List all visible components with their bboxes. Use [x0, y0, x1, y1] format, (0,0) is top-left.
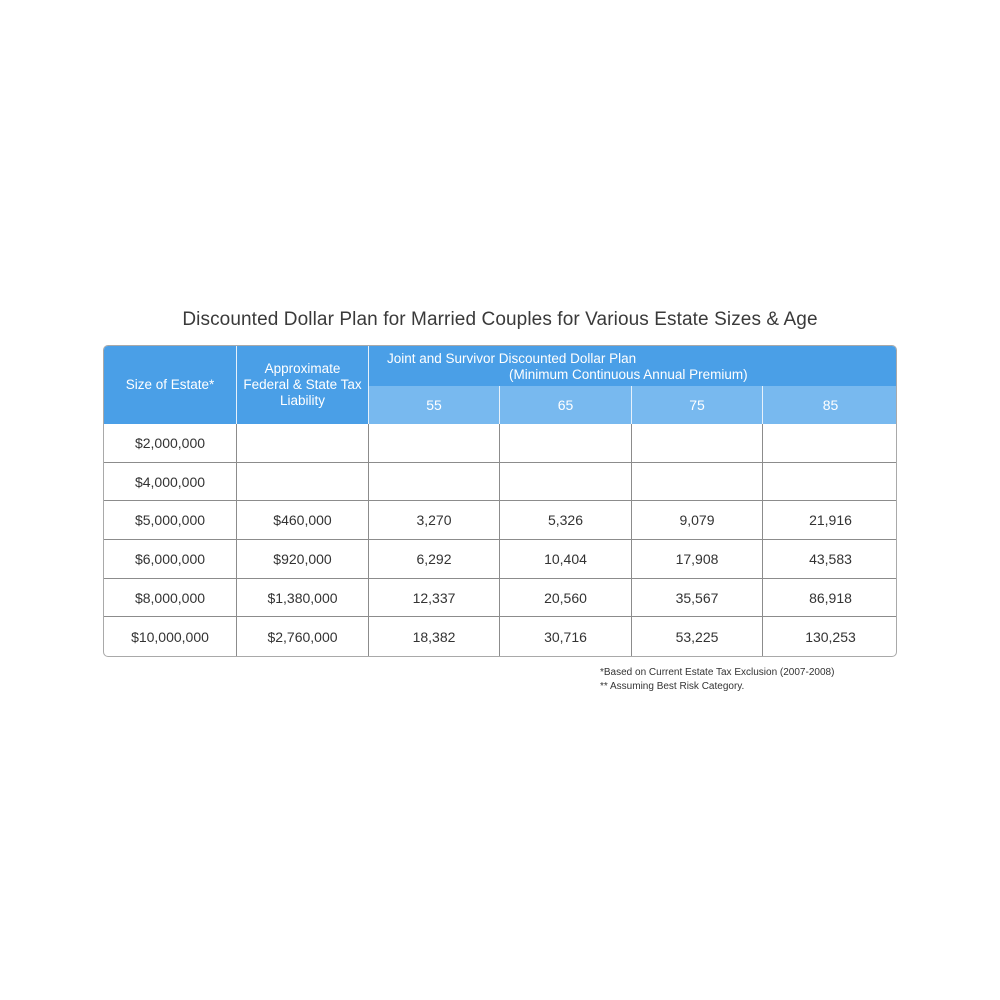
header-divider [762, 386, 763, 424]
cell-text: 53,225 [675, 628, 719, 645]
table-cell-estate [104, 424, 236, 462]
cell-text: 86,918 [809, 589, 852, 606]
table-cell-premium [369, 540, 499, 578]
grid-line [104, 500, 897, 501]
table-cell-premium [369, 617, 499, 656]
cell-text: 9,079 [679, 512, 715, 528]
table-cell-premium [369, 463, 499, 500]
header-size-of-estate-label: Size of Estate* [125, 377, 215, 392]
table-cell-premium [763, 501, 897, 539]
table-cell-premium [369, 501, 499, 539]
header-divider [499, 386, 500, 424]
grid-line [104, 462, 897, 463]
table-cell-premium [500, 540, 631, 578]
cell-text: $2,760,000 [267, 628, 338, 645]
cell-text: $8,000,000 [134, 589, 206, 606]
grid-line [104, 539, 897, 540]
cell-text: 17,908 [675, 551, 719, 567]
table-cell-premium [632, 617, 762, 656]
table-cell-premium [369, 579, 499, 616]
table-cell-premium [500, 579, 631, 616]
table-cell-premium [632, 501, 762, 539]
footnotes [600, 666, 834, 694]
grid-line [368, 424, 369, 657]
header-tax-liability-line: Liability [279, 393, 326, 408]
cell-text: $1,380,000 [267, 589, 338, 606]
cell-text: 3,270 [416, 512, 452, 528]
cell-text: $920,000 [273, 551, 332, 567]
grid-line [762, 424, 763, 657]
table-cell-premium [500, 501, 631, 539]
table-cell-premium [763, 424, 897, 462]
header-joint-plan [368, 346, 897, 386]
table-cell-premium [763, 579, 897, 616]
cell-text: $460,000 [273, 512, 332, 528]
table-cell-estate [104, 579, 236, 616]
header-age-label: 55 [426, 397, 442, 413]
cell-text: $5,000,000 [134, 512, 206, 528]
grid-line [631, 424, 632, 657]
header-joint-plan-title: Joint and Survivor Discounted Dollar Plan [387, 351, 637, 366]
header-tax-liability-line: Federal & State Tax [243, 377, 362, 392]
cell-text: 12,337 [412, 589, 456, 606]
table-cell-premium [763, 463, 897, 500]
cell-text: 6,292 [416, 551, 452, 567]
header-divider [368, 386, 369, 424]
header-tax-liability-line: Approximate [264, 361, 341, 376]
table-cell-premium [763, 617, 897, 656]
footnote: ** Assuming Best Risk Category. [600, 681, 745, 692]
cell-text: 20,560 [544, 589, 587, 606]
header-joint-plan-subtitle: (Minimum Continuous Annual Premium) [509, 367, 748, 382]
table-cell-estate [104, 463, 236, 500]
header-size-of-estate [104, 346, 236, 424]
header-divider [631, 386, 632, 424]
table-cell-premium [369, 424, 499, 462]
table-cell-premium [632, 424, 762, 462]
table-cell-liability [237, 501, 368, 539]
table-cell-liability [237, 463, 368, 500]
grid-line [104, 578, 897, 579]
cell-text: 10,404 [544, 551, 587, 567]
estate-plan-table [103, 345, 897, 657]
footnote: *Based on Current Estate Tax Exclusion (2007-2008) [600, 667, 835, 678]
table-cell-premium [632, 540, 762, 578]
grid-line [236, 424, 237, 657]
cell-text: 5,326 [547, 512, 584, 528]
header-age-65 [500, 386, 631, 424]
cell-text: 35,567 [675, 589, 719, 606]
cell-text: $2,000,000 [134, 435, 206, 451]
cell-text: $10,000,000 [131, 628, 209, 645]
cell-text: 43,583 [809, 551, 852, 567]
header-age-label: 85 [822, 397, 839, 413]
header-age-55 [369, 386, 499, 424]
grid-line [104, 616, 897, 617]
header-tax-liability [237, 346, 368, 424]
page-title: Discounted Dollar Plan for Married Couples for Various Estate Sizes & Age [182, 309, 818, 330]
cell-text: 18,382 [412, 628, 456, 645]
header-divider [368, 346, 369, 386]
cell-text: 130,253 [805, 628, 856, 645]
table-cell-liability [237, 540, 368, 578]
cell-text: 21,916 [809, 512, 852, 528]
table-cell-premium [500, 424, 631, 462]
grid-line [499, 424, 500, 657]
table-cell-estate [104, 501, 236, 539]
table-cell-liability [237, 424, 368, 462]
table-cell-premium [500, 463, 631, 500]
table-cell-liability [237, 617, 368, 656]
header-age-75 [632, 386, 762, 424]
cell-text: 30,716 [544, 628, 587, 645]
cell-text: $6,000,000 [134, 551, 206, 567]
table-cell-liability [237, 579, 368, 616]
header-age-label: 75 [689, 397, 705, 413]
table-cell-premium [763, 540, 897, 578]
cell-text: $4,000,000 [134, 473, 206, 490]
table-cell-premium [632, 463, 762, 500]
table-cell-premium [632, 579, 762, 616]
table-cell-estate [104, 617, 236, 656]
header-age-85 [763, 386, 897, 424]
table-cell-premium [500, 617, 631, 656]
header-age-label: 65 [557, 397, 574, 413]
table-cell-estate [104, 540, 236, 578]
header-divider [236, 346, 237, 424]
